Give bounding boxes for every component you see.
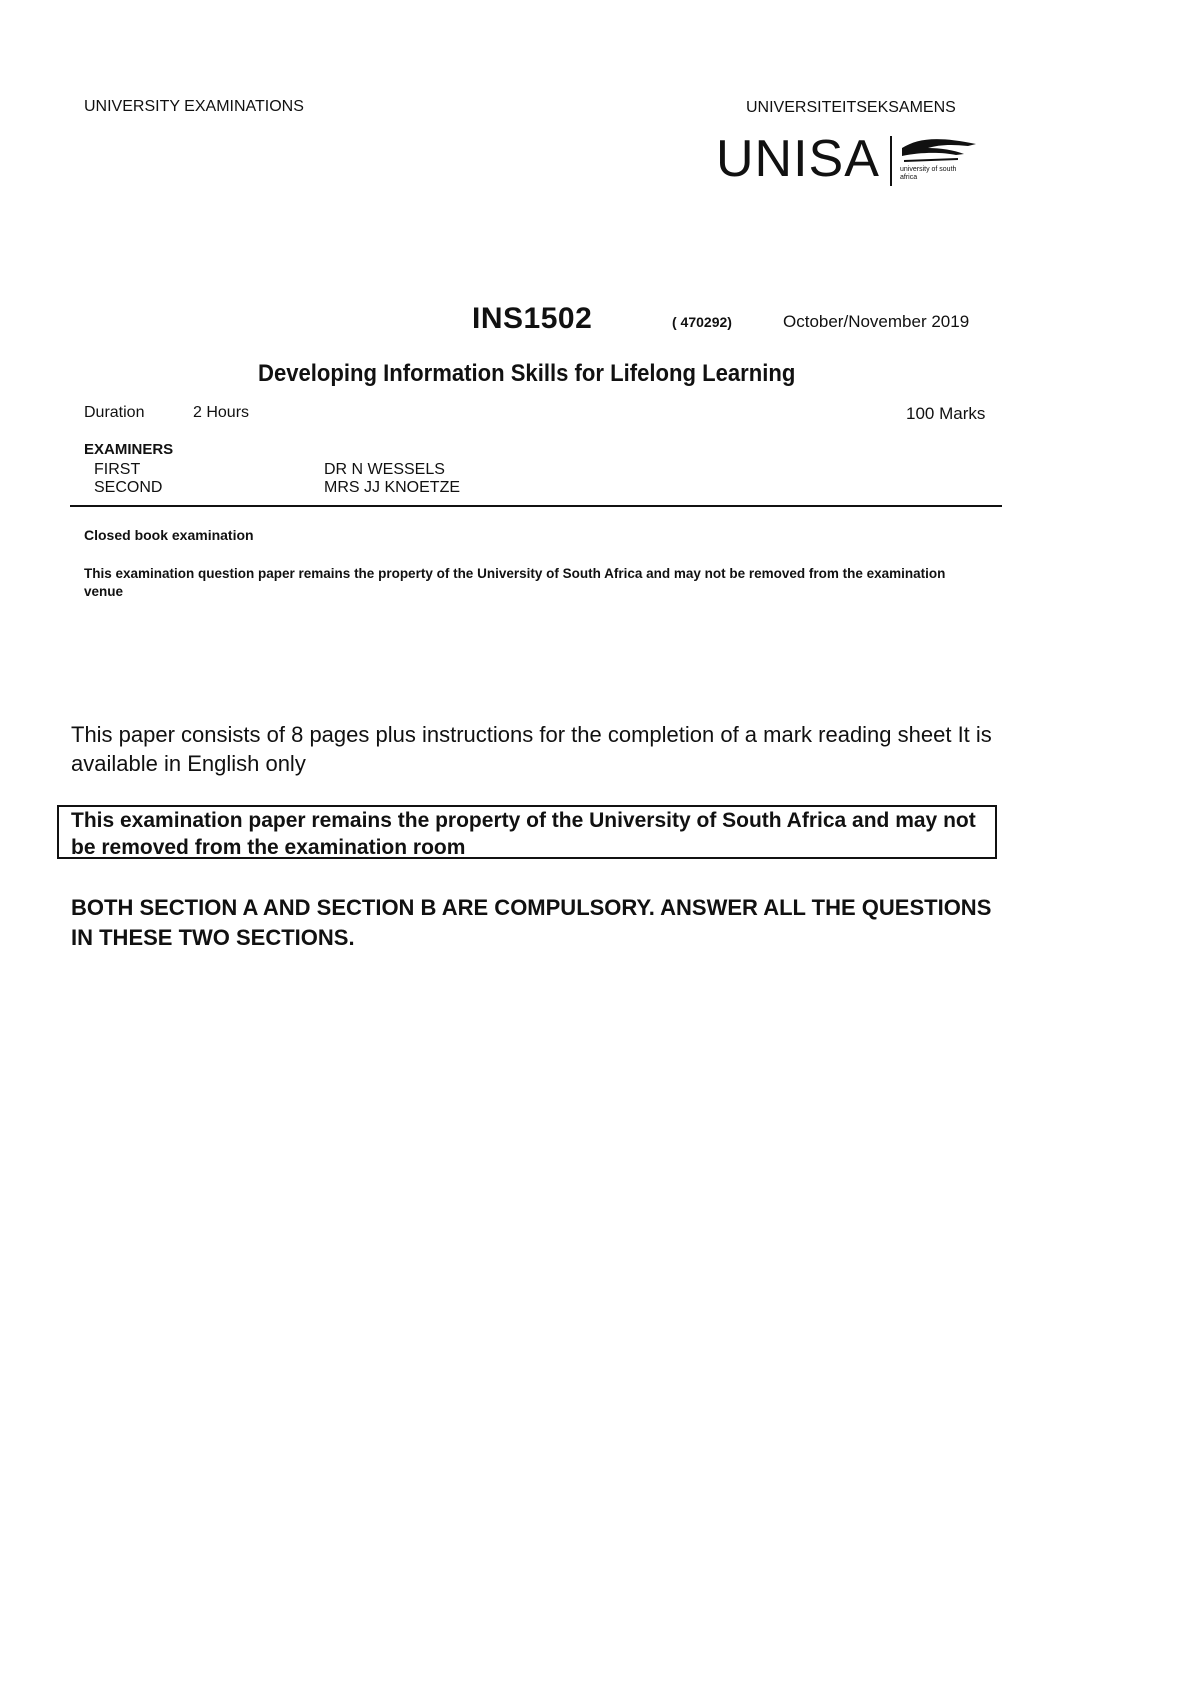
- closed-book-note: Closed book examination: [84, 527, 254, 543]
- course-code: INS1502: [472, 302, 593, 335]
- unisa-logo: [716, 132, 986, 192]
- duration-label: Duration: [84, 404, 145, 421]
- first-examiner-label: FIRST: [94, 461, 141, 478]
- paper-reference: ( 470292): [672, 314, 732, 330]
- pages-info: This paper consists of 8 pages plus instructions for the completion of a mark reading sheet It is available in English only: [71, 722, 992, 776]
- duration-value: 2 Hours: [193, 404, 250, 421]
- property-notice: This examination question paper remains the property of the University of South Africa and may not be removed from the examination venue: [84, 566, 946, 599]
- exam-period: October/November 2019: [783, 312, 970, 331]
- course-title: Developing Information Skills for Lifelong Learning: [258, 360, 796, 387]
- divider-rule: [70, 505, 1002, 507]
- second-examiner-name: MRS JJ KNOETZE: [324, 479, 461, 496]
- total-marks: 100 Marks: [906, 404, 986, 423]
- logo-subtext: university of south africa: [900, 166, 957, 181]
- logo-wordmark: UNISA: [716, 130, 880, 188]
- second-examiner-label: SECOND: [94, 479, 163, 496]
- header-left: UNIVERSITY EXAMINATIONS: [84, 98, 304, 115]
- logo-divider: [890, 136, 892, 186]
- header-right: UNIVERSITEITSEKSAMENS: [746, 99, 956, 116]
- examiners-heading: EXAMINERS: [84, 441, 174, 458]
- compulsory-instruction: BOTH SECTION A AND SECTION B ARE COMPULSORY. ANSWER ALL THE QUESTIONS IN THESE TWO SECTIONS.: [71, 895, 992, 950]
- bird-icon: [898, 136, 978, 166]
- first-examiner-name: DR N WESSELS: [324, 461, 445, 478]
- boxed-property-notice: This examination paper remains the property of the University of South Africa and may not be removed from the examination room: [57, 805, 997, 859]
